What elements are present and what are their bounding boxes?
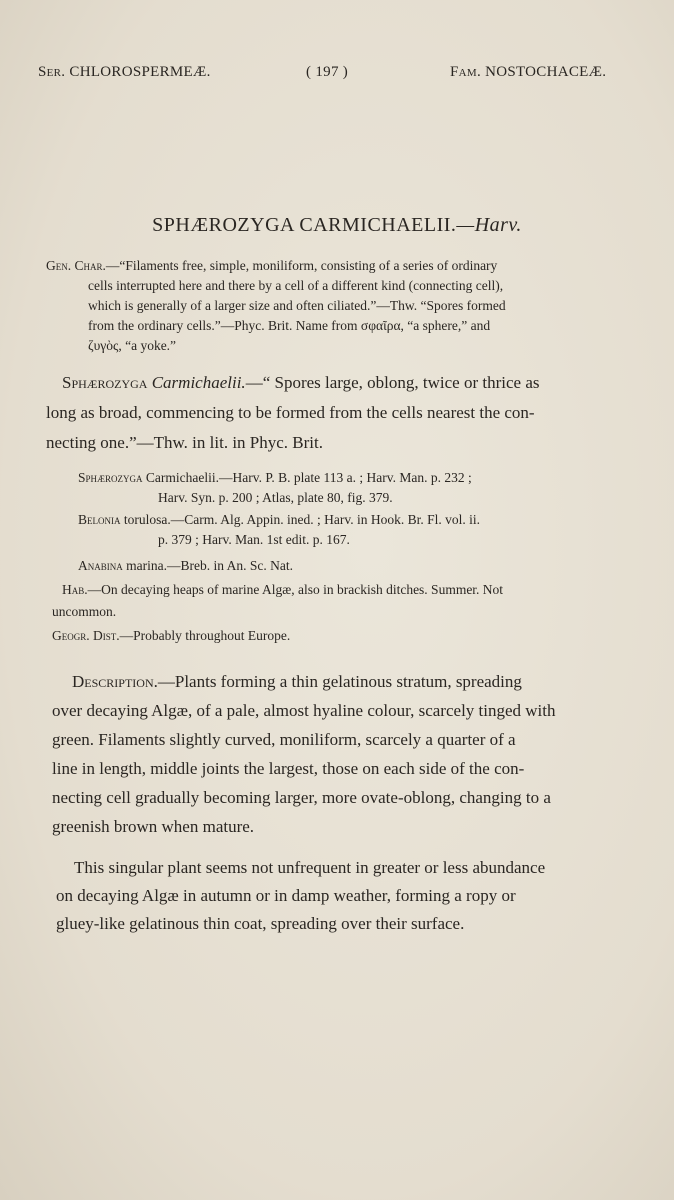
- remarks-line: on decaying Algæ in autumn or in damp weather, forming a ropy or: [56, 886, 516, 905]
- gen-char-line: ζυγὸς, “a yoke.”: [88, 338, 177, 353]
- habitat-line: —On decaying heaps of marine Algæ, also in brackish ditches. Summer. Not: [87, 582, 504, 597]
- species-genus: Sphærozyga: [62, 373, 148, 392]
- species-char-line: —“ Spores large, oblong, twice or thrice as: [245, 373, 540, 392]
- geographical-distribution: [52, 628, 290, 644]
- header-series: Ser. CHLOROSPERMEÆ.: [38, 64, 211, 80]
- synonym-line: p. 379 ; Harv. Man. 1st edit. p. 167.: [158, 532, 350, 547]
- header-family: Fam. NOSTOCHACEÆ.: [450, 64, 607, 80]
- species-epithet: Carmichaelii.: [151, 373, 246, 392]
- habitat-label: Hab.: [62, 582, 88, 597]
- species-char-line: necting one.”—Thw. in lit. in Phyc. Brit.: [46, 433, 323, 452]
- synonym-line: Carmichaelii.—Harv. P. B. plate 113 a. ; Harv. Man. p. 232 ;: [145, 470, 472, 485]
- gen-char-line: cells interrupted here and there by a cell of a different kind (connecting cell),: [88, 278, 504, 293]
- synonym-line: marina.—Breb. in An. Sc. Nat.: [126, 558, 293, 573]
- geography-text: —Probably throughout Europe.: [119, 628, 291, 643]
- gen-char-line: —“Filaments free, simple, moniliform, consisting of a series of ordinary: [105, 258, 498, 273]
- description-line: line in length, middle joints the largest, those on each side of the con-: [52, 759, 525, 778]
- gen-char-label: Gen. Char.: [46, 258, 106, 273]
- species-title-author: —Harv.: [456, 214, 522, 236]
- remarks-line: gluey-like gelatinous thin coat, spreading over their surface.: [56, 914, 465, 933]
- synonym-genus: Anabina: [78, 558, 123, 573]
- description-line: green. Filaments slightly curved, moniliform, scarcely a quarter of a: [52, 730, 516, 749]
- geography-label: Geogr. Dist.: [52, 628, 120, 643]
- description-line: greenish brown when mature.: [52, 817, 255, 836]
- description-line: necting cell gradually becoming larger, more ovate-oblong, changing to a: [52, 788, 551, 807]
- synonym-genus: Belonia: [78, 512, 121, 527]
- species-title-name: SPHÆROZYGA CARMICHAELII.: [152, 214, 457, 236]
- species-char-line: long as broad, commencing to be formed from the cells nearest the con-: [46, 403, 535, 422]
- description-line: —Plants forming a thin gelatinous stratum, spreading: [157, 672, 522, 691]
- page-number: ( 197 ): [306, 64, 349, 80]
- habitat-line: uncommon.: [52, 604, 117, 619]
- synonym-line: Harv. Syn. p. 200 ; Atlas, plate 80, fig. 379.: [158, 490, 393, 505]
- gen-char-line: from the ordinary cells.”—Phyc. Brit. Name from σφαῖρα, “a sphere,” and: [88, 318, 491, 333]
- description-label: Description.: [72, 672, 158, 691]
- synonym-genus: Sphærozyga: [78, 470, 143, 485]
- remarks-line: This singular plant seems not unfrequent in greater or less abundance: [74, 858, 546, 877]
- species-title: [0, 214, 674, 237]
- synonym-line: torulosa.—Carm. Alg. Appin. ined. ; Harv. in Hook. Br. Fl. vol. ii.: [123, 512, 480, 527]
- gen-char-line: which is generally of a larger size and often ciliated.”—Thw. “Spores formed: [88, 298, 506, 313]
- description-line: over decaying Algæ, of a pale, almost hyaline colour, scarcely tinged with: [52, 701, 556, 720]
